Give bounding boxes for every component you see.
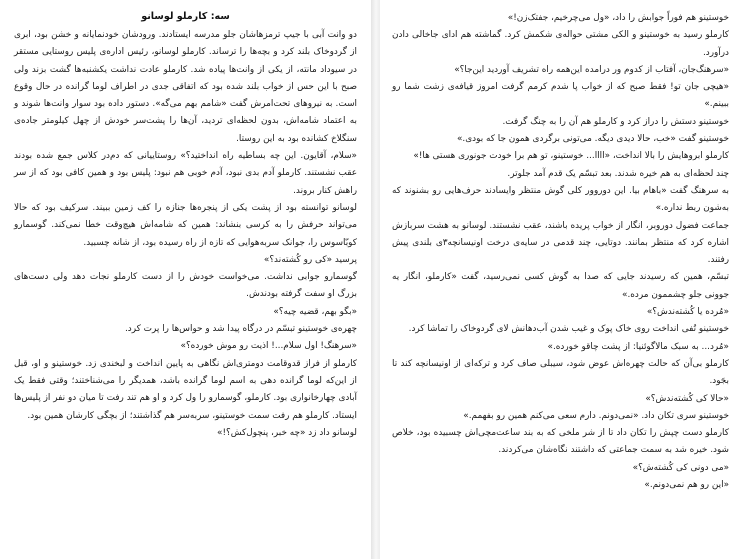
paragraph: «سرهنگ‌جان، آفتاب از کدوم ور درامده این‌همه راه تشریف آوردید این‌جا؟» [454, 64, 729, 75]
paragraph: گوسمارو جوابی نداشت. می‌خواست خودش را از دست کارملو نجات دهد ولی دست‌های بزرگ او سفت گرفته بودندش. [14, 272, 357, 300]
paragraph: لوسانو توانسته بود از پشت یکی از پنجره‌ها جنازه را کف زمین ببیند. سرکیف بود که حالا می‌تواند حرفش را به کرسی بنشاند: همین که شامه‌اش هیچ‌وقت خطا نمی‌کند. گوسمارو کوبّاسوس را، جوانک سربه‌هوایی که تازه از راه رسیده بود، از شانه چسبید. [14, 202, 357, 248]
paragraph: به سرهنگ گفت «باهام بیا. این دوروور کلی گوش منتظر وایسادند حرف‌هایی رو بشنوند که به‌شون ربط نداره.» [392, 185, 729, 214]
paragraph: پرسید «کی رو کُشته‌ند؟» [263, 254, 357, 265]
paragraph: کارملو بی‌آن که حالت چهره‌اش عوض شود، سیبلی صاف کرد و ترکه‌ای از اونیسانچه کند تا بجَود. [392, 358, 729, 387]
paragraph: «این رو هم نمی‌دونم.» [644, 480, 729, 491]
paragraph: چهره‌ی خوستینو تبسّم در درگاه پیدا شد و حواس‌ها را پرت کرد. [124, 324, 357, 335]
paragraph: «سرهنگ! اول سلام...! اذیت رو موش خورده؟» [180, 341, 357, 352]
paragraph: جماعت فضول دوروبر، انگار از خواب پریده باشند، عقب نشستند. لوسانو به هشت سربازش اشاره کرد که منتظر بمانند. دوتایی، چند قدمی در سایه‌ی درخت اونیسانچه۳ی بلندی پیش رفتند. [392, 220, 729, 266]
paragraph: «می دونی کی کُشته‌ش؟» [632, 462, 729, 473]
paragraph: کارملو دست چپش را تکان داد تا از شر ملخی که به بند ساعت‌مچی‌اش چسبیده بود، خلاص شود. خیره شد به سمت جماعتی که داشتند نگاه‌شان می‌کردند. [392, 428, 729, 456]
paragraph: «سلام، آقایون. این چه بساطیه راه انداختید؟» روستاییانی که دم‌در کلاس جمع شده بودند عقب نشستند. کارملو آدم بدی نبود، آدم خوبی هم نبود: پلیس بود و همین کافی بود که از سر راهش کنار بروند. [14, 151, 357, 196]
paragraph: «هیچی جان تو! فقط صبح که از خواب پا شدم کرمم گرفت امروز قیافه‌ی زشت شما رو ببینم.» [392, 82, 729, 110]
chapter-title: سه: کارملو لوسانو [141, 11, 230, 22]
paragraph: خوستینو سری تکان داد. «نمی‌دونم. دارم سعی می‌کنم همین رو بفهمم.» [463, 410, 729, 421]
paragraph: «مُرده یا کُشته‌ندش؟» [646, 307, 729, 318]
paragraph: کارملو رسید به خوستینو و الکی مشتی حواله‌ی شکمش کرد. گماشته هم ادای جاخالی دادن درآورد. [392, 30, 729, 58]
paragraph: «حالا کی کُشته‌ندش؟» [645, 393, 729, 404]
paragraph: خوستینو تُفی انداخت روی خاک پوک و غیب شدن آب‌دهانش لای گردوخاک را تماشا کرد. [408, 324, 729, 335]
paragraph: «مُرد... به سبک مالاگوئنیا: از پشت چاقو خورده.» [547, 341, 729, 352]
paragraph: کارملو از فراز قدوقامت دومتری‌اش نگاهی به پایین انداخت و لبخندی زد. خوستینو و او، قبل از این‌که لوما گرانده دهی به اسم لوما گرانده باشد، همدیگر را می‌شناختند؛ وقتی فقط یک آبادی چهارخانواری بود. کارملو، گوسمارو را ول کرد و او هم تند رفت تا میان دو نفر از پلیس‌ها ایستاد. کارملو هم رفت سمت خوستینو، سربه‌سر هم گذاشتند؛ از بچگی کارشان همین بود. [14, 358, 357, 421]
paragraph: خوستینو دستش را دراز کرد و کارملو هم آن را به چنگ گرفت. [502, 116, 729, 127]
paragraph: تبسّم، همین که رسیدند جایی که صدا به گوش کسی نمی‌رسید، گفت «کارملو، انگار یه جوونی جلو چشممون مرده.» [392, 272, 729, 300]
paragraph: خوستینو هم فوراً جوابش را داد، «ول می‌چرخیم، جفتک‌زن!» [507, 13, 729, 23]
paragraph: دو وانت آبی با جیپ ترمزهاشان جلو مدرسه ایستادند. ورودشان خودنمایانه و خشن بود، ابری از گردوخاک بلند کرد و بچه‌ها را ترساند. کارملو لوسانو، رئیس اداره‌ی پلیس روستایی مستقر در سیوداد مانته، از یکی از وانت‌ها پیاده شد. کارملو عادت نداشت یکشنبه‌ها گشت بزند ولی صبح با این حس از خواب بلند شده بود که اتفاقی جدی در اطراف لوما گرانده در حال وقوع است. به نیروهای تحت‌امرش گفت «شامم بهم می‌گه». دستور داده بود سوار وانت‌ها شوند و به اعتماد شامه‌اش، بدون لحظه‌ای تردید، آن‌ها را پشت‌سر خودش از چهل کیلومتر جاده‌ی سنگلاخ کشانده بود به این روستا. [14, 30, 357, 144]
right-page-text [392, 10, 729, 494]
paragraph: «بگو بهم، قضیه چیه؟» [273, 306, 357, 317]
paragraph: چند لحظه‌ای به هم خیره شدند. بعد تبسّم یک قدم آمد جلوتر. [507, 168, 729, 179]
right-page [380, 0, 743, 559]
paragraph: خوستینو گفت «خب، حالا دیدی دیگه. می‌تونی برگردی همون جا که بودی.» [456, 134, 729, 145]
left-page-text [14, 27, 357, 442]
paragraph: کارملو ابروهایش را بالا انداخت، «اااا... خوستینو، تو هم برا خودت جونوری هستی ها!» [413, 151, 729, 162]
paragraph: لوسانو داد زد «چه خبر، پنچول‌کش؟!» [217, 427, 357, 438]
book-gutter [372, 0, 380, 559]
